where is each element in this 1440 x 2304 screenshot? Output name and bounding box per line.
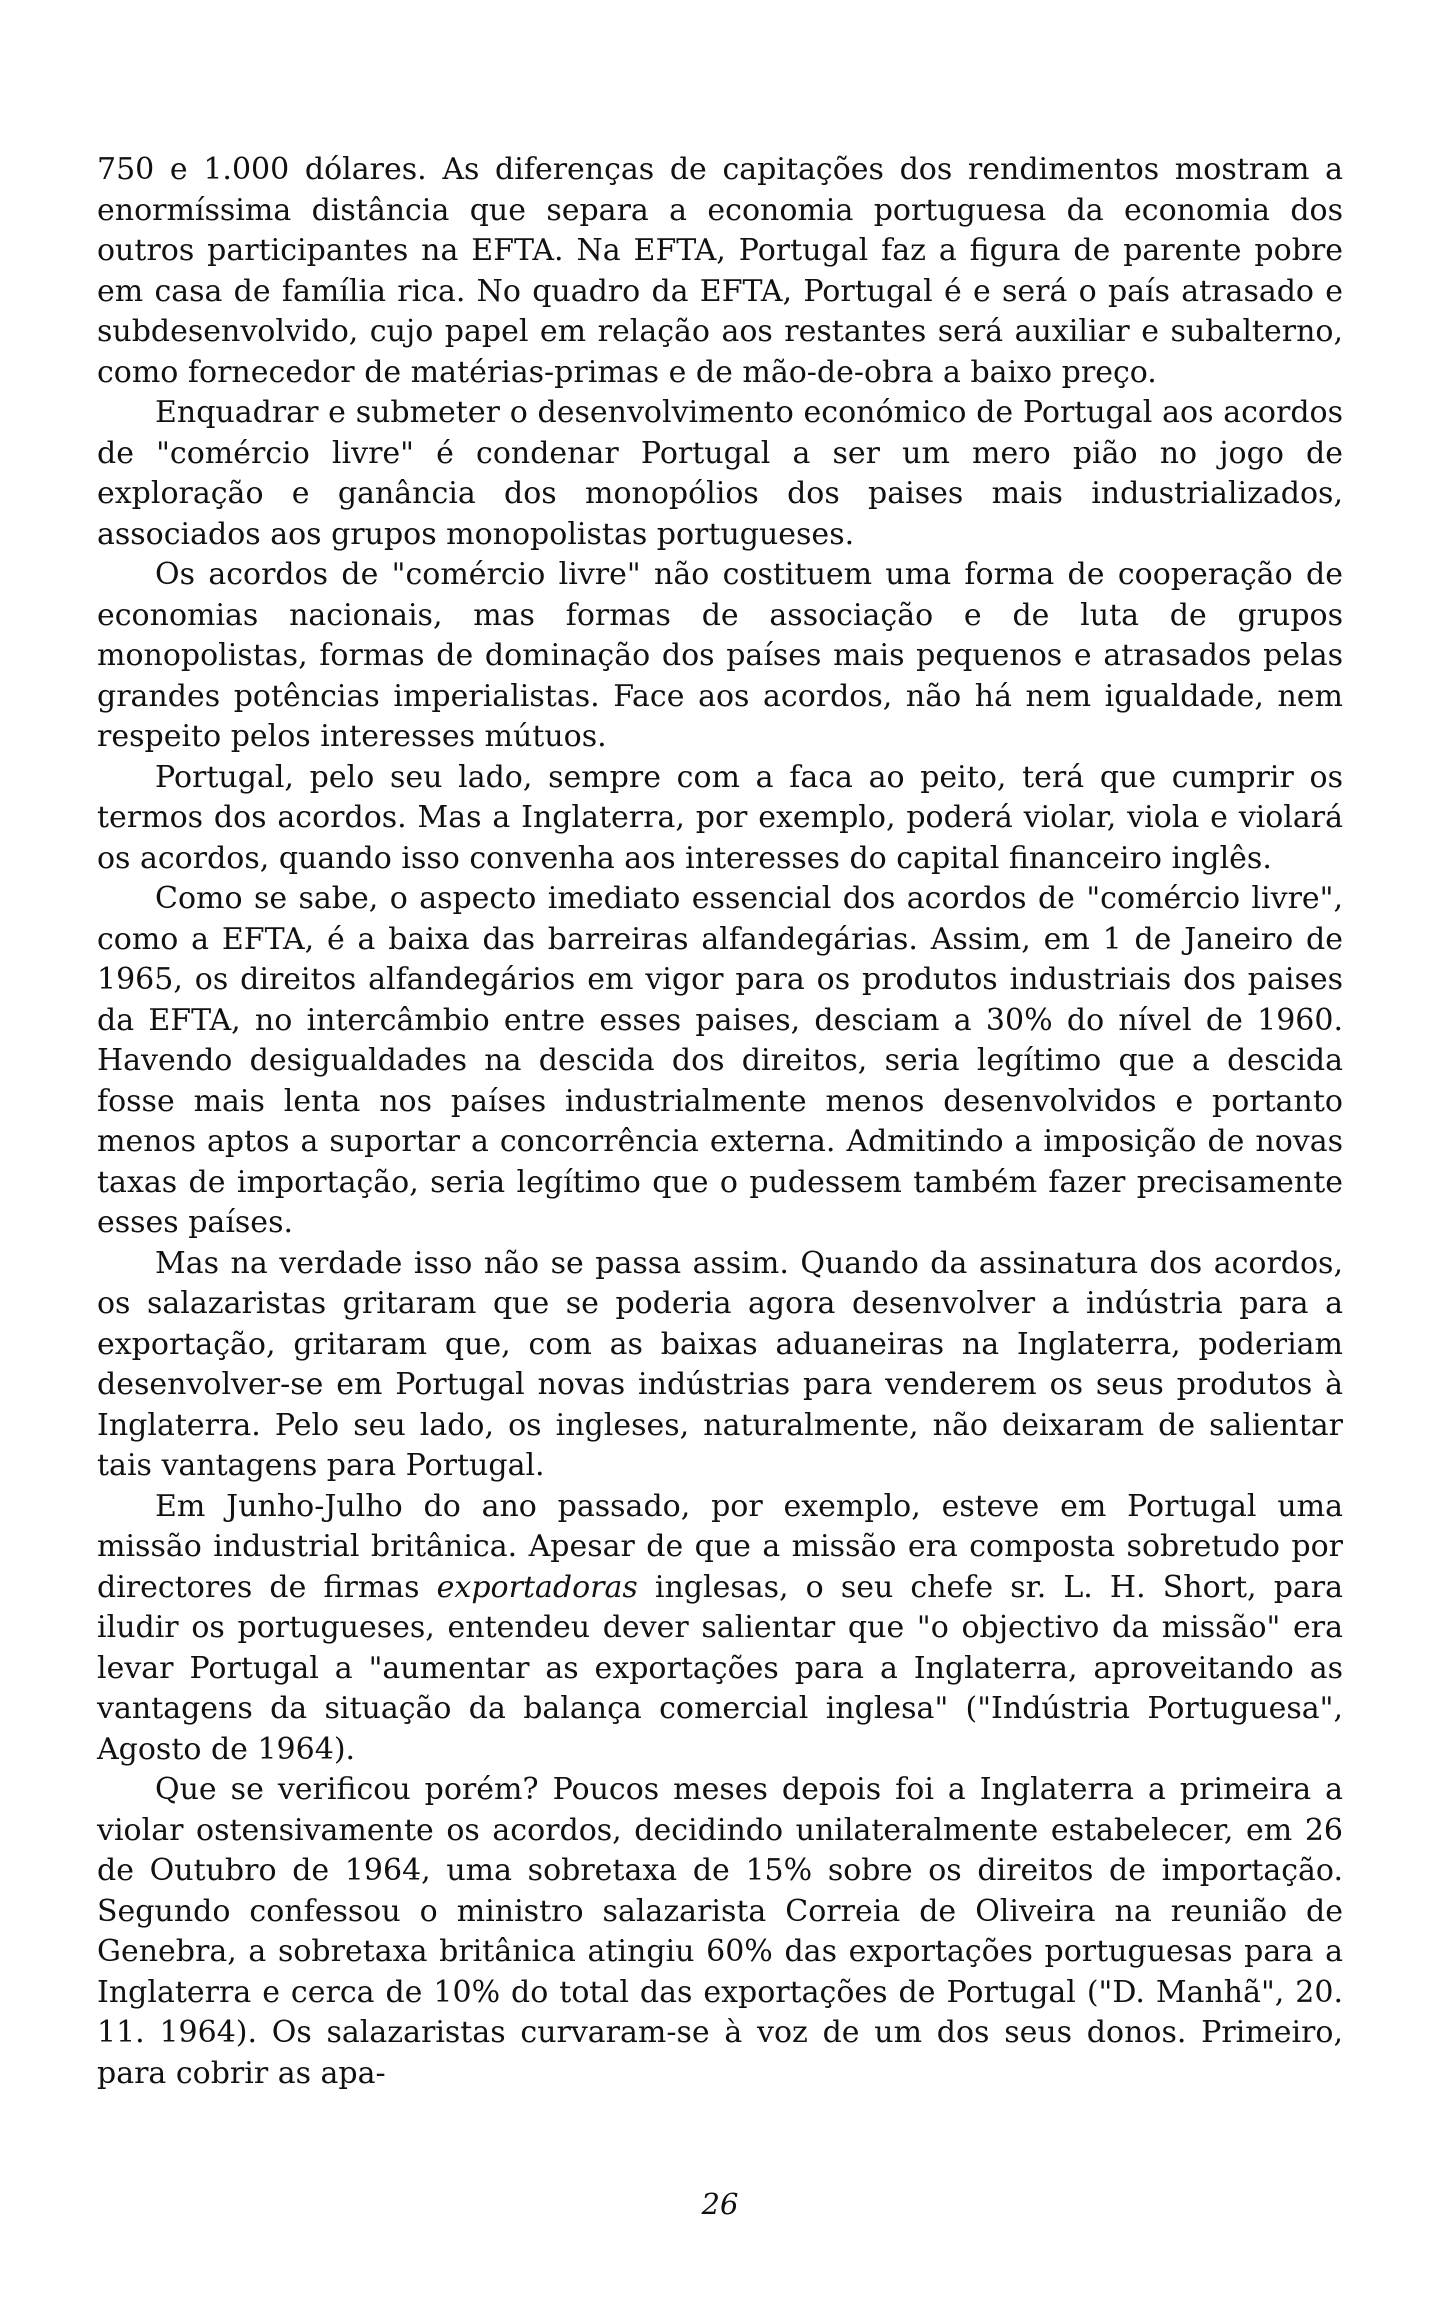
- paragraph-7-part-1: Em Junho-Julho do ano passado, por exemplo, esteve em Portugal uma missão industrial britânica. Apesar de que a missão era composta sobretudo por directores de firmas: [97, 1488, 1343, 1605]
- paragraph-7-part-2: inglesas, o seu chefe sr. L. H. Short, para iludir os portugueses, entendeu dever salientar que "o objectivo da missão" era levar Portugal a "aumentar as exportações para a Inglaterra, aproveitando as vantagens da situação da balança comercial inglesa" ("Indústria Portuguesa", Agosto de 1964).: [97, 1569, 1344, 1767]
- paragraph-6: Mas na verdade isso não se passa assim. Quando da assinatura dos acordos, os salazaristas gritaram que se poderia agora desenvolver a indústria para a exportação, gritaram que, com as baixas aduaneiras na Inglaterra, poderiam desenvolver-se em Portugal novas indústrias para venderem os seus produtos à Inglaterra. Pelo seu lado, os ingleses, naturalmente, não deixaram de salientar tais vantagens para Portugal.: [97, 1245, 1343, 1483]
- paragraph-1: 750 e 1.000 dólares. As diferenças de capitações dos rendimentos mostram a enormíssima distância que separa a economia portuguesa da economia dos outros participantes na EFTA. Na EFTA, Portugal faz a figura de parente pobre em casa de família rica. No quadro da EFTA, Portugal é e será o país atrasado e subdesenvolvido, cujo papel em relação aos restantes será auxiliar e subalterno, como fornecedor de matérias-primas e de mão-de-obra a baixo preço.: [97, 152, 1343, 390]
- paragraph-5: Como se sabe, o aspecto imediato essencial dos acordos de "comércio livre", como a EFTA, é a baixa das barreiras alfandegárias. Assim, em 1 de Janeiro de 1965, os direitos alfandegários em vigor para os produtos industriais dos paises da EFTA, no intercâmbio entre esses paises, desciam a 30% do nível de 1960. Havendo desigualdades na descida dos direitos, seria legítimo que a descida fosse mais lenta nos países industrialmente menos desenvolvidos e portanto menos aptos a suportar a concorrência externa. Admitindo a imposição de novas taxas de importação, seria legítimo que o pudessem também fazer precisamente esses países.: [97, 881, 1343, 1240]
- paragraph-3: Os acordos de "comércio livre" não costituem uma forma de cooperação de economias nacionais, mas formas de associação e de luta de grupos monopolistas, formas de dominação dos países mais pequenos e atrasados pelas grandes potências imperialistas. Face aos acordos, não há nem igualdade, nem respeito pelos interesses mútuos.: [97, 557, 1343, 754]
- paragraph-7: [97, 1487, 1343, 1771]
- page-number: 26: [701, 2187, 739, 2221]
- paragraph-4: Portugal, pelo seu lado, sempre com a faca ao peito, terá que cumprir os termos dos acordos. Mas a Inglaterra, por exemplo, poderá violar, viola e violará os acordos, quando isso convenha aos interesses do capital financeiro inglês.: [97, 759, 1343, 876]
- emphasized-word: exportadoras: [436, 1569, 638, 1605]
- paragraph-2: Enquadrar e submeter o desenvolvimento económico de Portugal aos acordos de "comércio livre" é condenar Portugal a ser um mero pião no jogo de exploração e ganância dos monopólios dos paises mais industrializados, associados aos grupos monopolistas portugueses.: [97, 395, 1343, 552]
- paragraph-8: Que se verificou porém? Poucos meses depois foi a Inglaterra a primeira a violar ostensivamente os acordos, decidindo unilateralmente estabelecer, em 26 de Outubro de 1964, uma sobretaxa de 15% sobre os direitos de importação. Segundo confessou o ministro salazarista Correia de Oliveira na reunião de Genebra, a sobretaxa britânica atingiu 60% das exportações portuguesas para a Inglaterra e cerca de 10% do total das exportações de Portugal ("D. Manhã", 20. 11. 1964). Os salazaristas curvaram-se à voz de um dos seus donos. Primeiro, para cobrir as apa-: [97, 1772, 1343, 2091]
- page-body: [97, 150, 1343, 2094]
